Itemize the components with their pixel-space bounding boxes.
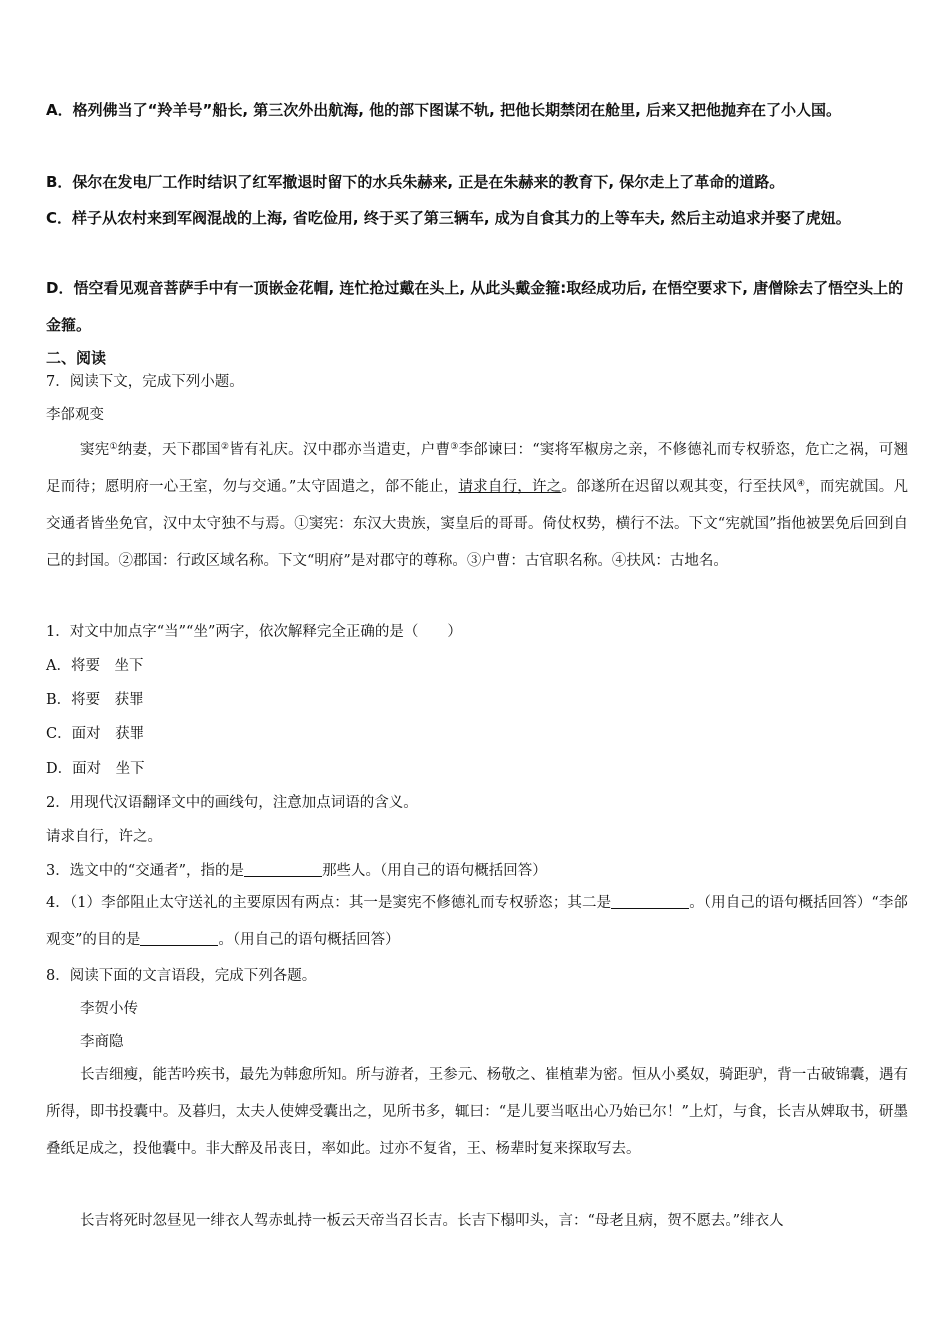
subquestion-4: 4．（1）李郃阻止太守送礼的主要原因有两点：其一是窦宪不修德礼而专权骄恣；其二是 。（用自己的语句概括回答）“李郃观变”的目的是 。（用自己的语句概括回答） xyxy=(46,895,908,948)
answer-blank[interactable] xyxy=(244,862,322,877)
passage-body: 窦宪①纳妻，天下郡国②皆有礼庆。汉中郡亦当遣吏，户曹③李郃谏曰：“窦将军椒房之亲，不修德礼而专权骄恣，危亡之祸，可翘足而待；愿明府一心王室，勿与交通。”太守固遣之，郃不能止，请求自行，许之。郃遂所在迟留以观其变，行至扶风④，而宪就国。凡交通者皆坐免官，汉中太守独不与焉。①窦宪：东汉大贵族，窦皇后的哥哥。倚仗权势，横行不法。下文“宪就国”指他被罢免后回到自己的封国。②郡国：行政区域名称。下文“明府”是对郡守的尊称。③户曹：古官职名称。④扶风：古地名。 xyxy=(46,442,909,569)
subquestion-1-option-d: D．面对 坐下 xyxy=(46,761,145,777)
section-heading: 二、阅读 xyxy=(46,349,107,367)
option-b: B．保尔在发电厂工作时结识了红军撤退时留下的水兵朱赫来, 正是在朱赫来的教育下, 保尔走上了革命的道路。 xyxy=(46,173,785,191)
subquestion-3: 3．选文中的“交通者”，指的是 那些人。（用自己的语句概括回答） xyxy=(46,863,547,879)
subquestion-1-option-c: C．面对 获罪 xyxy=(46,726,145,742)
passage-title: 李郃观变 xyxy=(46,407,104,423)
passage-2-paragraph-1: 长吉细瘦，能苦吟疾书，最先为韩愈所知。所与游者，王参元、杨敬之、崔植辈为密。恒从小奚奴，骑距驴，背一古破锦囊，遇有所得，即书投囊中。及暮归，太夫人使婢受囊出之，见所书多，辄曰：“是儿要当呕出心乃始已尔！”上灯，与食，长吉从婢取书，研墨叠纸足成之，投他囊中。非大醉及吊丧日，率如此。过亦不复省，王、杨辈时复来探取写去。 xyxy=(46,1067,908,1157)
answer-blank[interactable] xyxy=(140,931,218,946)
question-8-intro: 8．阅读下面的文言语段，完成下列各题。 xyxy=(46,968,317,984)
option-c: C．样子从农村来到军阀混战的上海, 省吃俭用, 终于买了第三辆车, 成为自食其力的上等车夫, 然后主动追求并娶了虎妞。 xyxy=(46,209,851,227)
footnote-3: ③ xyxy=(450,442,459,452)
option-a: A．格列佛当了“羚羊号”船长, 第三次外出航海, 他的部下图谋不轨, 把他长期禁闭在舱里, 后来又把他抛弃在了小人国。 xyxy=(46,101,842,119)
footnote-4: ④ xyxy=(796,479,806,489)
footnote-1: ① xyxy=(109,442,118,452)
subquestion-1: 1．对文中加点字“当”“坐”两字，依次解释完全正确的是（ ） xyxy=(46,624,462,640)
subquestion-1-option-a: A．将要 坐下 xyxy=(46,658,144,674)
question-7-intro: 7．阅读下文，完成下列小题。 xyxy=(46,374,244,390)
option-d: D．悟空看见观音菩萨手中有一顶嵌金花帽, 连忙抢过戴在头上, 从此头戴金箍:取经成功后, 在悟空要求下, 唐僧除去了悟空头上的金箍。 xyxy=(46,279,904,334)
passage-2-paragraph-2: 长吉将死时忽昼见一绯衣人驾赤虬持一板云天帝当召长吉。长吉下榻叩头，言：“母老且病，贺不愿去。”绯衣人 xyxy=(80,1213,784,1229)
answer-blank[interactable] xyxy=(611,894,689,909)
underlined-sentence: 请求自行，许之 xyxy=(458,479,562,495)
passage-2-title: 李贺小传 xyxy=(80,1001,138,1017)
footnote-2: ② xyxy=(220,442,230,452)
subquestion-1-option-b: B．将要 获罪 xyxy=(46,692,144,708)
subquestion-2-sentence: 请求自行，许之。 xyxy=(46,829,162,845)
passage-2-author: 李商隐 xyxy=(80,1034,124,1050)
subquestion-2: 2．用现代汉语翻译文中的画线句，注意加点词语的含义。 xyxy=(46,795,418,811)
